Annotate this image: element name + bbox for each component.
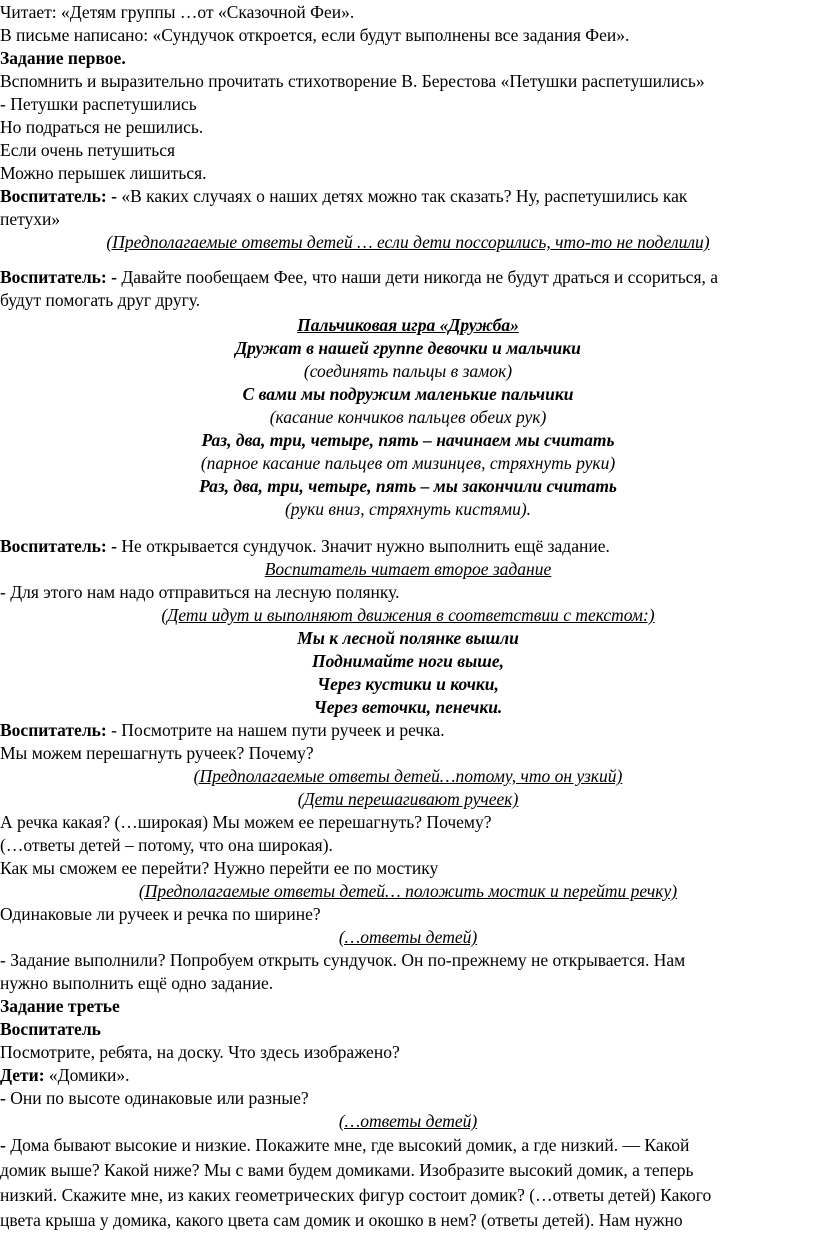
task2-step-question: Мы можем перешагнуть ручеек? Почему?	[0, 743, 314, 763]
question-text: «В каких случаях о наших детях можно так сказать? Ну, распетушились как	[116, 186, 688, 206]
task2-look-line	[0, 719, 816, 742]
task2-expected-narrow: (Предполагаемые ответы детей…потому, что он узкий)	[193, 766, 623, 786]
task2-river-question: А речка какая? (…широкая) Мы можем ее перешагнуть? Почему?	[0, 812, 492, 832]
finger-game-instruction: (соединять пальцы в замок)	[303, 361, 513, 381]
houses-text: Дома бывают высокие и низкие. Покажите мне, где высокий домик, а где низкий. — Какой	[5, 1135, 690, 1155]
task3-children-line	[0, 1064, 816, 1087]
task3-answers: (…ответы детей)	[338, 1111, 478, 1131]
reads-text: «Детям группы …от «Сказочной Феи».	[61, 2, 355, 22]
task2-children-move: (Дети идут и выполняют движения в соответствии с текстом:)	[161, 605, 655, 625]
speaker-label: Воспитатель: -	[0, 186, 117, 206]
task1-question-line	[0, 185, 816, 208]
finger-game-instruction: (руки вниз, стряхнуть кистями).	[284, 499, 532, 519]
task2-answers: (…ответы детей)	[338, 927, 478, 947]
task1-question-line-2: петухи»	[0, 209, 61, 229]
verse-line: Через веточки, пенечки.	[313, 697, 503, 717]
task2-text: Не открывается сундучок. Значит нужно выполнить ещё задание.	[116, 536, 610, 556]
task1-promise-line	[0, 266, 816, 289]
children-answer: «Домики».	[44, 1065, 130, 1085]
task3-houses-line-3: низкий. Скажите мне, из каких геометрических фигур состоит домик? (…ответы детей) Какого	[0, 1185, 712, 1205]
poem-line: Если очень петушиться	[0, 140, 176, 160]
verse-line: Поднимайте ноги выше,	[312, 651, 504, 671]
task2-river-answer: (…ответы детей – потому, что она широкая).	[0, 835, 333, 855]
reads-label: Читает:	[0, 2, 62, 22]
speaker-label: Воспитатель:	[0, 720, 107, 740]
task2-children-step: (Дети перешагивают ручеек)	[297, 789, 519, 809]
task2-done-line: - Задание выполнили? Попробуем открыть сундучок. Он по-прежнему не открывается. Нам	[0, 950, 686, 970]
speaker-label: Воспитатель: -	[0, 536, 117, 556]
finger-game-instruction: (касание кончиков пальцев обеих рук)	[269, 407, 547, 427]
task3-houses-line-4: цвета крыша у домика, какого цвета сам домик и окошко в нем? (ответы детей). Нам нужно	[0, 1210, 683, 1230]
speaker-label: Воспитатель: -	[0, 267, 117, 287]
task3-height-line	[0, 1087, 816, 1110]
dash: -	[0, 1135, 6, 1155]
task3-speaker: Воспитатель	[0, 1019, 101, 1039]
task2-done-line-2: нужно выполнить ещё одно задание.	[0, 973, 274, 993]
promise-text: Давайте пообещаем Фее, что наши дети никогда не будут драться и ссориться, а	[116, 267, 719, 287]
intro-reads-line	[0, 1, 816, 24]
finger-game-line: Раз, два, три, четыре, пять – начинаем мы считать	[201, 430, 615, 450]
task2-intro-line	[0, 535, 816, 558]
task1-heading: Задание первое.	[0, 48, 126, 68]
intro-letter-line: В письме написано: «Сундучок откроется, если будут выполнены все задания Феи».	[0, 25, 630, 45]
task2-width-question: Одинаковые ли ручеек и речка по ширине?	[0, 904, 321, 924]
task3-houses-line-2: домик выше? Какой ниже? Мы с вами будем домиками. Изобразите высокий домик, а теперь	[0, 1160, 694, 1180]
task3-houses-line	[0, 1134, 816, 1157]
poem-line: - Петушки распетушились	[0, 94, 197, 114]
dash: -	[0, 1088, 6, 1108]
task1-instruction: Вспомнить и выразительно прочитать стихотворение В. Берестова «Петушки распетушились»	[0, 71, 705, 91]
finger-game-line: Дружат в нашей группе девочки и мальчики	[235, 338, 581, 358]
task3-board-question: Посмотрите, ребята, на доску. Что здесь изображено?	[0, 1042, 400, 1062]
poem-line: Можно перышек лишиться.	[0, 163, 207, 183]
task1-promise-line-2: будут помогать друг другу.	[0, 290, 201, 310]
height-question: Они по высоте одинаковые или разные?	[5, 1088, 309, 1108]
finger-game-title: Пальчиковая игра «Дружба»	[297, 315, 519, 335]
task3-heading: Задание третье	[0, 996, 120, 1016]
verse-line: Через кустики и кочки,	[317, 674, 499, 694]
task2-bridge-question: Как мы сможем ее перейти? Нужно перейти ее по мостику	[0, 858, 439, 878]
finger-game-line: Раз, два, три, четыре, пять – мы закончили считать	[199, 476, 617, 496]
look-text: - Посмотрите на нашем пути ручеек и речка.	[106, 720, 445, 740]
task2-expected-bridge: (Предполагаемые ответы детей… положить мостик и перейти речку)	[138, 881, 678, 901]
finger-game-line: С вами мы подружим маленькие пальчики	[242, 384, 574, 404]
verse-line: Мы к лесной полянке вышли	[297, 628, 519, 648]
finger-game-instruction: (парное касание пальцев от мизинцев, стряхнуть руки)	[200, 453, 616, 473]
poem-line: Но подраться не решились.	[0, 117, 204, 137]
task2-go-line: - Для этого нам надо отправиться на лесную полянку.	[0, 582, 400, 602]
task1-expected-answers: (Предполагаемые ответы детей … если дети поссорились, что-то не поделили)	[106, 232, 710, 252]
children-label: Дети:	[0, 1065, 45, 1085]
task2-reads-second: Воспитатель читает второе задание	[264, 559, 552, 579]
